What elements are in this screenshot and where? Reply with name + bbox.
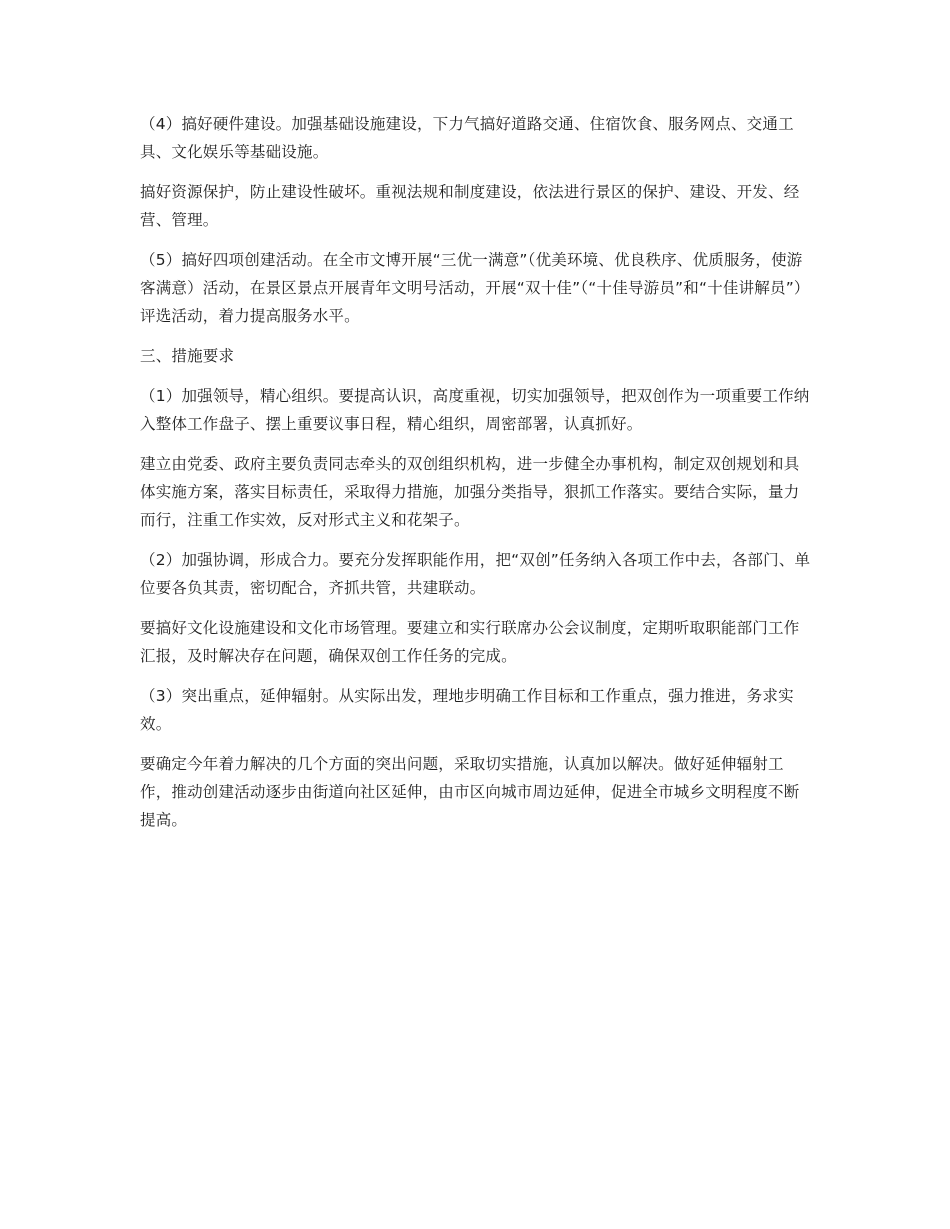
paragraph-resource-protection: 搞好资源保护，防止建设性破坏。重视法规和制度建设，依法进行景区的保护、建设、开发、经营、管理。 (140, 183, 800, 229)
document-body (140, 110, 812, 846)
paragraph-leadership: （1）加强领导，精心组织。要提高认识，高度重视，切实加强领导，把双创作为一项重要工作纳入整体工作盘子、摆上重要议事日程，精心组织，周密部署，认真抓好。 (140, 387, 810, 433)
paragraph-four-activities: （5）搞好四项创建活动。在全市文博开展“三优一满意”（优美环境、优良秩序、优质服务，使游客满意）活动，在景区景点开展青年文明号活动，开展“双十佳”（“十佳导游员”和“十佳讲解员”）评选活动，着力提高服务水平。 (140, 251, 810, 325)
paragraph-key-points: （3）突出重点，延伸辐射。从实际出发，理地步明确工作目标和工作重点，强力推进，务求实效。 (140, 687, 794, 733)
paragraph-hardware-construction: （4）搞好硬件建设。加强基础设施建设，下力气搞好道路交通、住宿饮食、服务网点、交通工具、文化娱乐等基础设施。 (140, 115, 794, 161)
paragraph-coordination: （2）加强协调，形成合力。要充分发挥职能作用，把“双创”任务纳入各项工作中去，各部门、单位要各负其责，密切配合，齐抓共管，共建联动。 (140, 551, 811, 597)
paragraph-extension: 要确定今年着力解决的几个方面的突出问题，采取切实措施，认真加以解决。做好延伸辐射工作，推动创建活动逐步由街道向社区延伸，由市区向城市周边延伸，促进全市城乡文明程度不断提高。 (140, 755, 800, 829)
paragraph-culture-management: 要搞好文化设施建设和文化市场管理。要建立和实行联席办公会议制度，定期听取职能部门工作汇报，及时解决存在问题，确保双创工作任务的完成。 (140, 619, 800, 665)
paragraph-organization: 建立由党委、政府主要负责同志牵头的双创组织机构，进一步健全办事机构，制定双创规划和具体实施方案，落实目标责任，采取得力措施，加强分类指导，狠抓工作落实。要结合实际，量力而行，注重工作实效，反对形式主义和花架子。 (140, 455, 800, 529)
section-heading-measures: 三、措施要求 (140, 347, 235, 365)
